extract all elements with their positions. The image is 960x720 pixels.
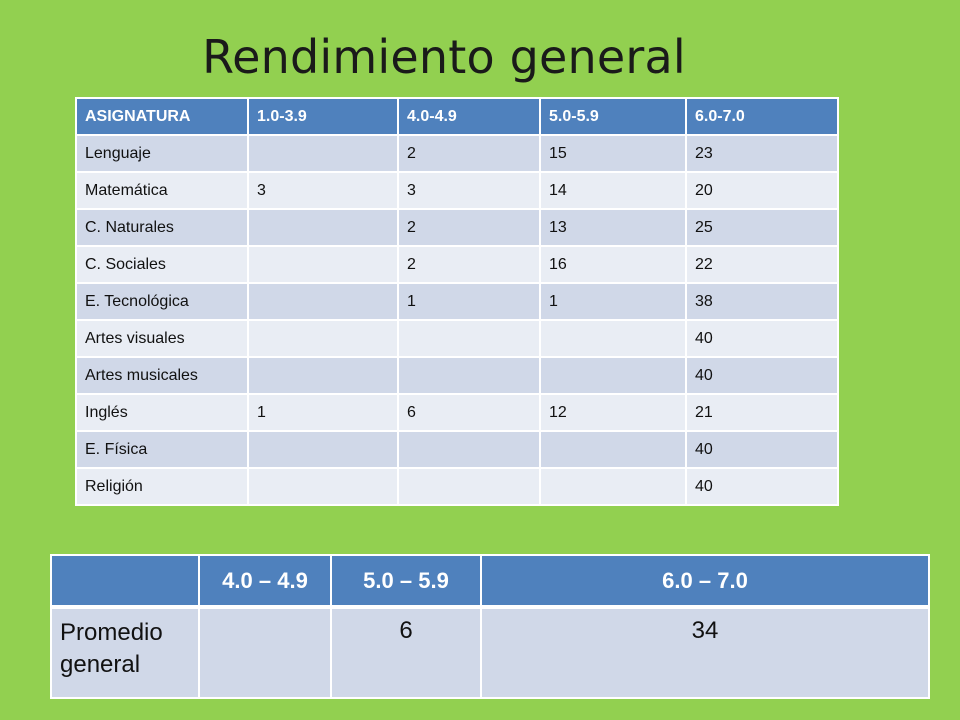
range-4-cell: 25 bbox=[686, 209, 838, 246]
subject-cell: Religión bbox=[76, 468, 248, 505]
table-row bbox=[76, 283, 838, 320]
header-cell-range-4: 6.0-7.0 bbox=[686, 98, 838, 135]
header-cell-range-3: 5.0-5.9 bbox=[540, 98, 686, 135]
range-2-cell bbox=[398, 357, 540, 394]
subject-cell: E. Física bbox=[76, 431, 248, 468]
range-2-cell bbox=[398, 320, 540, 357]
subject-cell: E. Tecnológica bbox=[76, 283, 248, 320]
range-1-cell bbox=[248, 246, 398, 283]
range-4-cell: 22 bbox=[686, 246, 838, 283]
range-4-cell: 40 bbox=[686, 357, 838, 394]
summary-header-empty bbox=[51, 555, 199, 607]
table-row bbox=[76, 320, 838, 357]
range-1-cell: 3 bbox=[248, 172, 398, 209]
range-4-cell: 23 bbox=[686, 135, 838, 172]
range-2-cell bbox=[398, 431, 540, 468]
grades-table bbox=[75, 97, 839, 506]
subject-cell: Artes visuales bbox=[76, 320, 248, 357]
summary-header-row bbox=[51, 555, 929, 607]
range-1-cell bbox=[248, 357, 398, 394]
summary-header-range-3: 6.0 – 7.0 bbox=[481, 555, 929, 607]
range-4-cell: 21 bbox=[686, 394, 838, 431]
header-cell-range-1: 1.0-3.9 bbox=[248, 98, 398, 135]
range-1-cell bbox=[248, 135, 398, 172]
table-row bbox=[76, 431, 838, 468]
table-row bbox=[76, 172, 838, 209]
range-3-cell bbox=[540, 320, 686, 357]
range-4-cell: 20 bbox=[686, 172, 838, 209]
grades-header-row bbox=[76, 98, 838, 135]
slide-title: Rendimiento general bbox=[202, 30, 686, 84]
table-row bbox=[76, 246, 838, 283]
range-3-cell: 15 bbox=[540, 135, 686, 172]
subject-cell: Lenguaje bbox=[76, 135, 248, 172]
range-3-cell: 1 bbox=[540, 283, 686, 320]
subject-cell: C. Naturales bbox=[76, 209, 248, 246]
subject-cell: Matemática bbox=[76, 172, 248, 209]
range-2-cell: 2 bbox=[398, 246, 540, 283]
range-3-cell: 14 bbox=[540, 172, 686, 209]
range-3-cell bbox=[540, 468, 686, 505]
range-2-cell: 2 bbox=[398, 209, 540, 246]
table-row bbox=[76, 209, 838, 246]
table-row bbox=[76, 357, 838, 394]
summary-cell-range-3: 34 bbox=[481, 607, 929, 698]
range-1-cell bbox=[248, 283, 398, 320]
summary-row bbox=[51, 607, 929, 698]
range-3-cell: 16 bbox=[540, 246, 686, 283]
range-4-cell: 40 bbox=[686, 468, 838, 505]
table-row bbox=[76, 394, 838, 431]
range-4-cell: 38 bbox=[686, 283, 838, 320]
range-3-cell: 12 bbox=[540, 394, 686, 431]
subject-cell: C. Sociales bbox=[76, 246, 248, 283]
range-3-cell bbox=[540, 431, 686, 468]
summary-cell-range-2: 6 bbox=[331, 607, 481, 698]
table-row bbox=[76, 135, 838, 172]
table-row bbox=[76, 468, 838, 505]
summary-table bbox=[50, 554, 930, 699]
range-1-cell: 1 bbox=[248, 394, 398, 431]
range-1-cell bbox=[248, 209, 398, 246]
summary-row-label: Promedio general bbox=[51, 607, 199, 698]
range-4-cell: 40 bbox=[686, 320, 838, 357]
range-2-cell: 2 bbox=[398, 135, 540, 172]
header-cell-subject: ASIGNATURA bbox=[76, 98, 248, 135]
range-2-cell: 6 bbox=[398, 394, 540, 431]
range-2-cell bbox=[398, 468, 540, 505]
header-cell-range-2: 4.0-4.9 bbox=[398, 98, 540, 135]
range-2-cell: 3 bbox=[398, 172, 540, 209]
range-4-cell: 40 bbox=[686, 431, 838, 468]
summary-cell-range-1 bbox=[199, 607, 331, 698]
subject-cell: Artes musicales bbox=[76, 357, 248, 394]
range-3-cell: 13 bbox=[540, 209, 686, 246]
subject-cell: Inglés bbox=[76, 394, 248, 431]
range-1-cell bbox=[248, 468, 398, 505]
summary-header-range-2: 5.0 – 5.9 bbox=[331, 555, 481, 607]
range-1-cell bbox=[248, 431, 398, 468]
summary-header-range-1: 4.0 – 4.9 bbox=[199, 555, 331, 607]
range-1-cell bbox=[248, 320, 398, 357]
range-3-cell bbox=[540, 357, 686, 394]
range-2-cell: 1 bbox=[398, 283, 540, 320]
